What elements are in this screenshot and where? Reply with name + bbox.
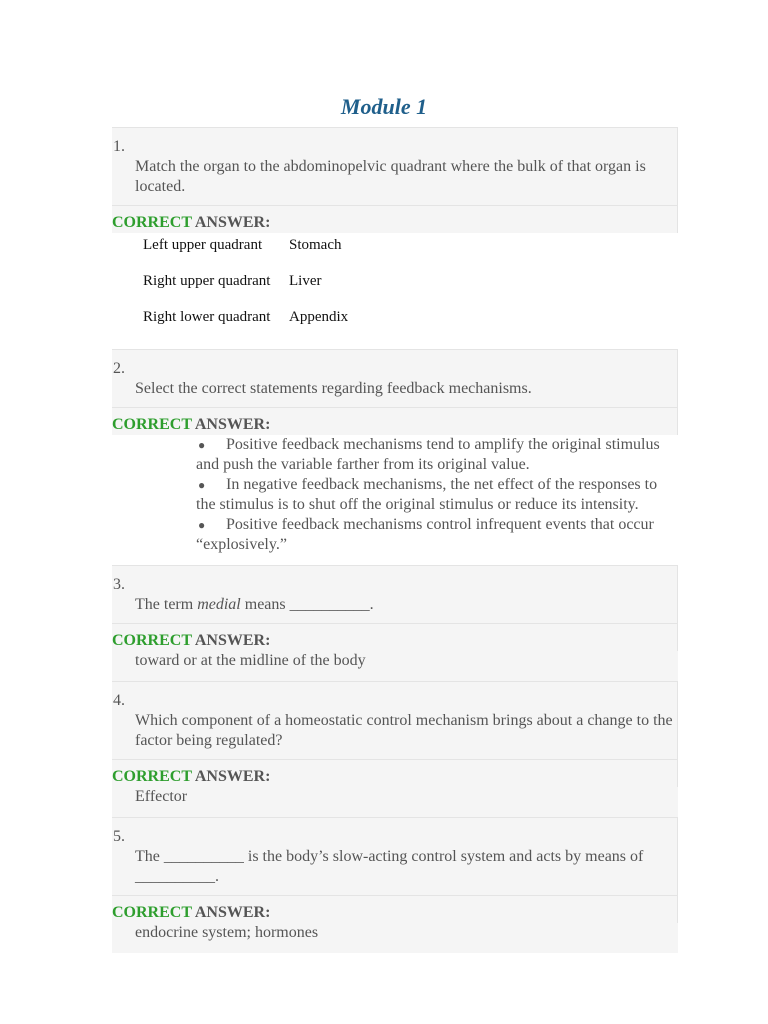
- correct-answer-label: [112, 759, 678, 787]
- question-text: The term medial means __________.: [135, 596, 374, 613]
- answer-word: ANSWER:: [194, 416, 271, 433]
- italic-term: medial: [197, 596, 241, 613]
- question-3: [112, 565, 678, 623]
- bullet-icon: ●: [198, 438, 206, 452]
- question-number: 5.: [113, 828, 125, 845]
- correct-word: CORRECT: [112, 768, 192, 785]
- question-4: [112, 681, 678, 759]
- list-item: ● Positive feedback mechanisms tend to amplify the original stimulus and push the variable farther from its original value.: [196, 436, 660, 473]
- answer-word: ANSWER:: [194, 214, 271, 231]
- correct-word: CORRECT: [112, 904, 192, 921]
- question-5: [112, 817, 678, 895]
- quiz-document: [112, 127, 678, 953]
- quadrant-cell: Left upper quadrant: [143, 237, 263, 253]
- list-item: ● Positive feedback mechanisms control infrequent events that occur “explosively.”: [196, 516, 654, 553]
- answer-text: endocrine system; hormones: [112, 923, 678, 953]
- correct-answer-label: [112, 205, 678, 233]
- correct-word: CORRECT: [112, 632, 192, 649]
- correct-answer-label: [112, 623, 678, 651]
- organ-cell: Appendix: [289, 309, 349, 325]
- organ-cell: Stomach: [289, 237, 342, 253]
- answer-text: Effector: [112, 787, 678, 817]
- correct-word: CORRECT: [112, 214, 192, 231]
- answer-word: ANSWER:: [194, 632, 271, 649]
- answer-word: ANSWER:: [194, 768, 271, 785]
- answer-bullet-list: [112, 435, 678, 565]
- question-text: Which component of a homeostatic control mechanism brings about a change to the factor being regulated?: [135, 712, 673, 749]
- quadrant-cell: Right lower quadrant: [143, 309, 271, 325]
- question-text: The __________ is the body’s slow-acting control system and acts by means of __________.: [135, 848, 644, 885]
- question-number: 3.: [113, 576, 125, 593]
- question-number: 4.: [113, 692, 125, 709]
- question-number: 2.: [113, 360, 125, 377]
- quadrant-cell: Right upper quadrant: [143, 273, 271, 289]
- match-answer-table: [112, 233, 678, 349]
- bullet-icon: ●: [198, 518, 206, 532]
- organ-cell: Liver: [289, 273, 322, 289]
- match-row: [143, 271, 678, 307]
- match-row: [143, 235, 678, 271]
- correct-answer-label: [112, 407, 678, 435]
- question-1: [112, 127, 678, 205]
- question-number: 1.: [113, 138, 125, 155]
- answer-text: toward or at the midline of the body: [112, 651, 678, 681]
- correct-answer-label: [112, 895, 678, 923]
- list-item: ● In negative feedback mechanisms, the net effect of the responses to the stimulus is to shut off the original stimulus or reduce its intensity.: [196, 476, 658, 513]
- question-text: Match the organ to the abdominopelvic quadrant where the bulk of that organ is located.: [135, 158, 646, 195]
- answer-word: ANSWER:: [194, 904, 271, 921]
- bullet-icon: ●: [198, 478, 206, 492]
- page-title: Module 1: [340, 94, 428, 119]
- correct-word: CORRECT: [112, 416, 192, 433]
- question-text: Select the correct statements regarding feedback mechanisms.: [135, 380, 532, 397]
- question-2: [112, 349, 678, 407]
- match-row: [143, 307, 678, 343]
